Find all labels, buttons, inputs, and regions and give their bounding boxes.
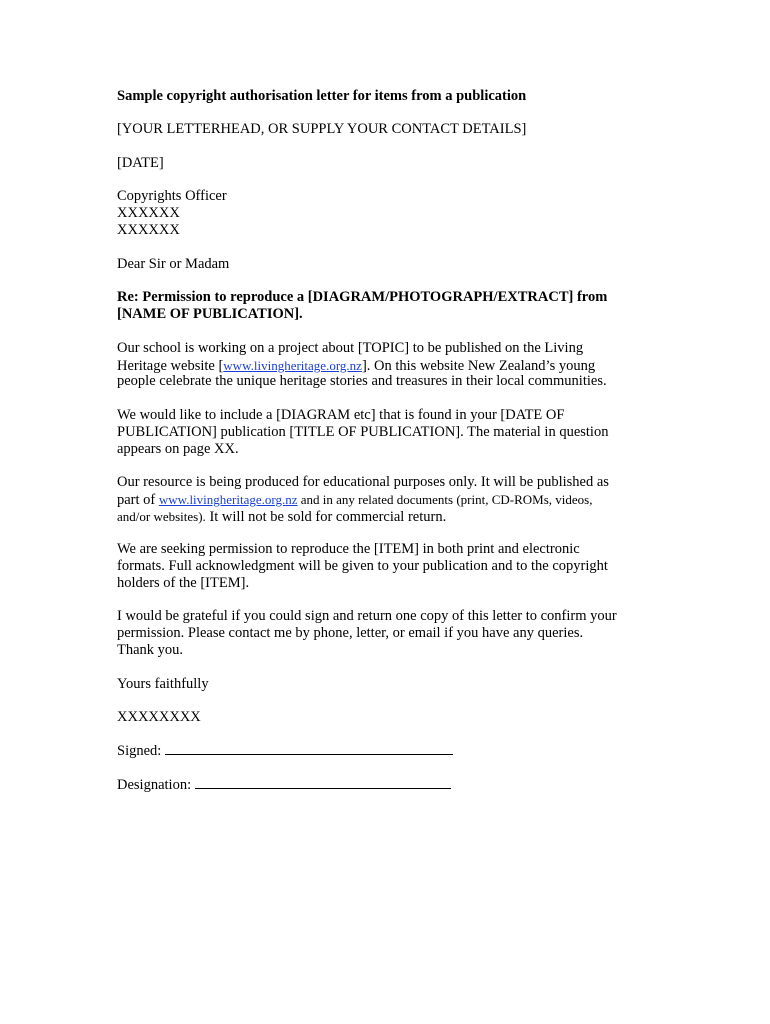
paragraph-4-line-3: holders of the [ITEM]. (117, 575, 250, 591)
document-title: Sample copyright authorisation letter for items from a publication (117, 88, 527, 104)
paragraph-2-line-2: PUBLICATION] publication [TITLE OF PUBLICATION]. The material in question (117, 424, 609, 440)
paragraph-2-line-3: appears on page XX. (117, 441, 239, 457)
designation-label: Designation: (117, 777, 195, 793)
paragraph-3-line-3 (117, 508, 446, 526)
recipient-line-1: Copyrights Officer (117, 188, 227, 204)
paragraph-3-line-2 (117, 491, 593, 509)
paragraph-5-line-2: permission. Please contact me by phone, letter, or email if you have any queries. (117, 625, 584, 641)
recipient-line-2: XXXXXX (117, 205, 180, 221)
paragraph-3-text: and/or websites). (117, 509, 206, 524)
paragraph-3-text: part of (117, 492, 159, 508)
closing: Yours faithfully (117, 676, 209, 692)
signed-line (117, 742, 453, 760)
paragraph-1-line-3: people celebrate the unique heritage stories and treasures in their local communities. (117, 373, 607, 389)
designation-field[interactable] (195, 776, 451, 789)
livingheritage-link[interactable]: www.livingheritage.org.nz (158, 492, 298, 507)
paragraph-1-text: ]. On this website New Zealand’s young (361, 358, 596, 374)
paragraph-4-line-1: We are seeking permission to reproduce the [ITEM] in both print and electronic (117, 541, 580, 557)
signature-field[interactable] (165, 742, 453, 755)
livingheritage-link[interactable]: www.livingheritage.org.nz (223, 358, 362, 373)
paragraph-5-line-3: Thank you. (117, 642, 184, 658)
sender-name: XXXXXXXX (117, 709, 201, 725)
subject-line-1: Re: Permission to reproduce a [DIAGRAM/PHOTOGRAPH/EXTRACT] from (117, 289, 608, 305)
signed-label: Signed: (117, 743, 165, 759)
paragraph-3-text: and in any related documents (print, CD-ROMs, videos, (297, 492, 593, 507)
paragraph-4-line-2: formats. Full acknowledgment will be given to your publication and to the copyright (117, 558, 608, 574)
letterhead-placeholder: [YOUR LETTERHEAD, OR SUPPLY YOUR CONTACT DETAILS] (117, 121, 527, 137)
paragraph-1-text: Heritage website [ (117, 358, 224, 374)
date-placeholder: [DATE] (117, 155, 164, 171)
designation-line (117, 776, 451, 794)
paragraph-3-line-1: Our resource is being produced for educational purposes only. It will be published as (117, 474, 609, 490)
paragraph-1-line-1: Our school is working on a project about [TOPIC] to be published on the Living (117, 340, 584, 356)
subject-line-2: [NAME OF PUBLICATION]. (117, 306, 303, 322)
paragraph-5-line-1: I would be grateful if you could sign and return one copy of this letter to confirm your (117, 608, 617, 624)
paragraph-2-line-1: We would like to include a [DIAGRAM etc] that is found in your [DATE OF (117, 407, 565, 423)
salutation: Dear Sir or Madam (117, 256, 230, 272)
recipient-line-3: XXXXXX (117, 222, 180, 238)
paragraph-3-text: It will not be sold for commercial return. (205, 509, 447, 525)
